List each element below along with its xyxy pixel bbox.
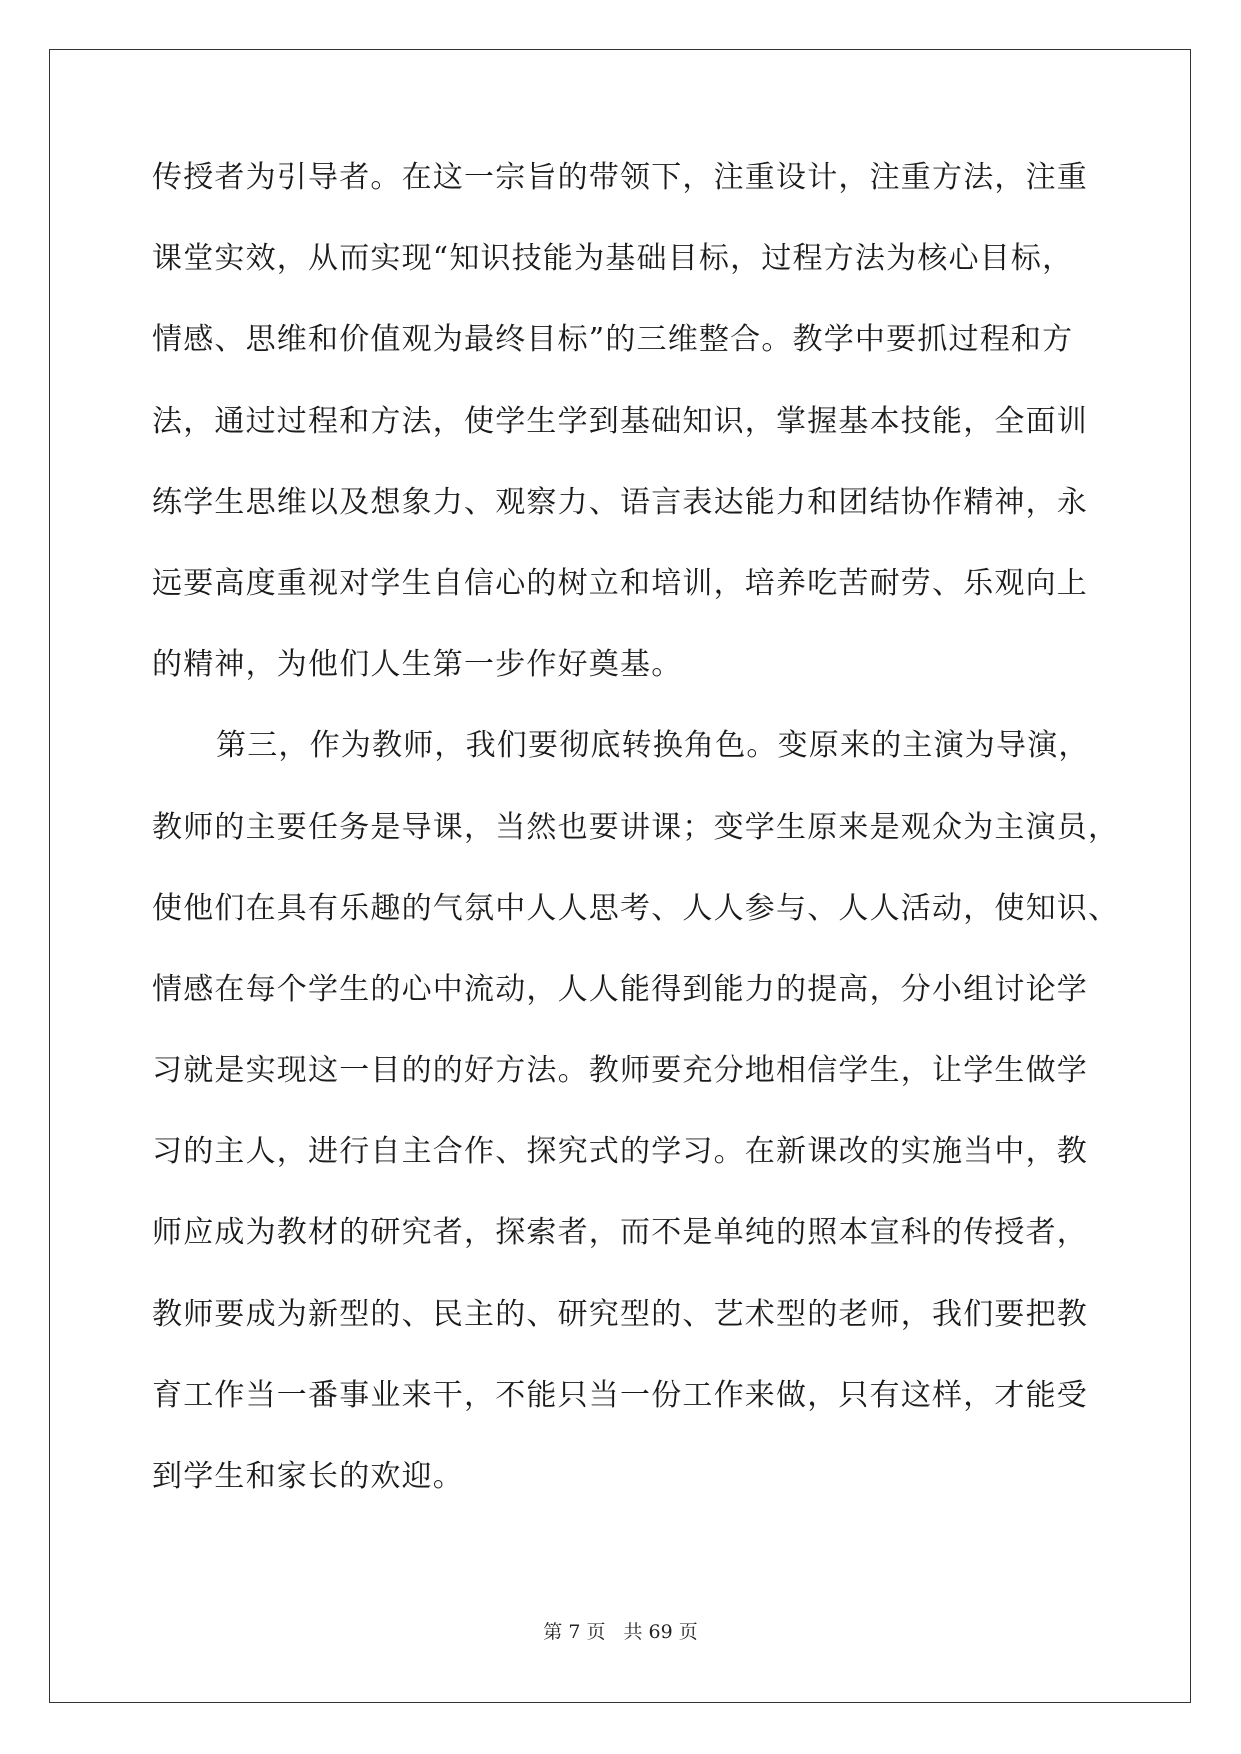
page-number: 第 7 页: [543, 1621, 606, 1643]
text-line: 到学生和家长的欢迎。: [152, 1459, 464, 1494]
paragraph-start-line: 第三，作为教师，我们要彻底转换角色。变原来的主演为导演，: [216, 728, 1090, 764]
total-pages: 共 69 页: [623, 1621, 698, 1643]
text-line: 法，通过过程和方法，使学生学到基础知识，掌握基本技能，全面训: [152, 403, 1088, 439]
text-line: 的精神，为他们人生第一步作好奠基。: [152, 647, 683, 683]
text-line: 习就是实现这一目的的好方法。教师要充分地相信学生，让学生做学: [152, 1053, 1088, 1089]
text-line: 教师要成为新型的、民主的、研究型的、艺术型的老师，我们要把教: [152, 1296, 1088, 1332]
text-line: 练学生思维以及想象力、观察力、语言表达能力和团结协作精神，永: [152, 484, 1088, 520]
page-footer: [0, 1617, 1241, 1644]
text-line: 课堂实效，从而实现“知识技能为基础目标，过程方法为核心目标，: [152, 241, 1074, 277]
text-line: 习的主人，进行自主合作、探究式的学习。在新课改的实施当中，教: [152, 1134, 1088, 1170]
text-line: 育工作当一番事业来干，不能只当一份工作来做，只有这样，才能受: [152, 1377, 1088, 1413]
text-line: 使他们在具有乐趣的气氛中人人思考、人人参与、人人活动，使知识、: [152, 890, 1120, 926]
text-line: 师应成为教材的研究者，探索者，而不是单纯的照本宣科的传授者，: [152, 1215, 1088, 1251]
text-line: 远要高度重视对学生自信心的树立和培训，培养吃苦耐劳、乐观向上: [152, 565, 1088, 601]
text-line: 情感、思维和价值观为最终目标”的三维整合。教学中要抓过程和方: [152, 322, 1074, 358]
text-line: 教师的主要任务是导课，当然也要讲课；变学生原来是观众为主演员，: [152, 809, 1120, 845]
document-body: [152, 160, 1120, 1543]
text-line: 情感在每个学生的心中流动，人人能得到能力的提高，分小组讨论学: [152, 971, 1088, 1007]
text-line: 传授者为引导者。在这一宗旨的带领下，注重设计，注重方法，注重: [152, 160, 1088, 195]
